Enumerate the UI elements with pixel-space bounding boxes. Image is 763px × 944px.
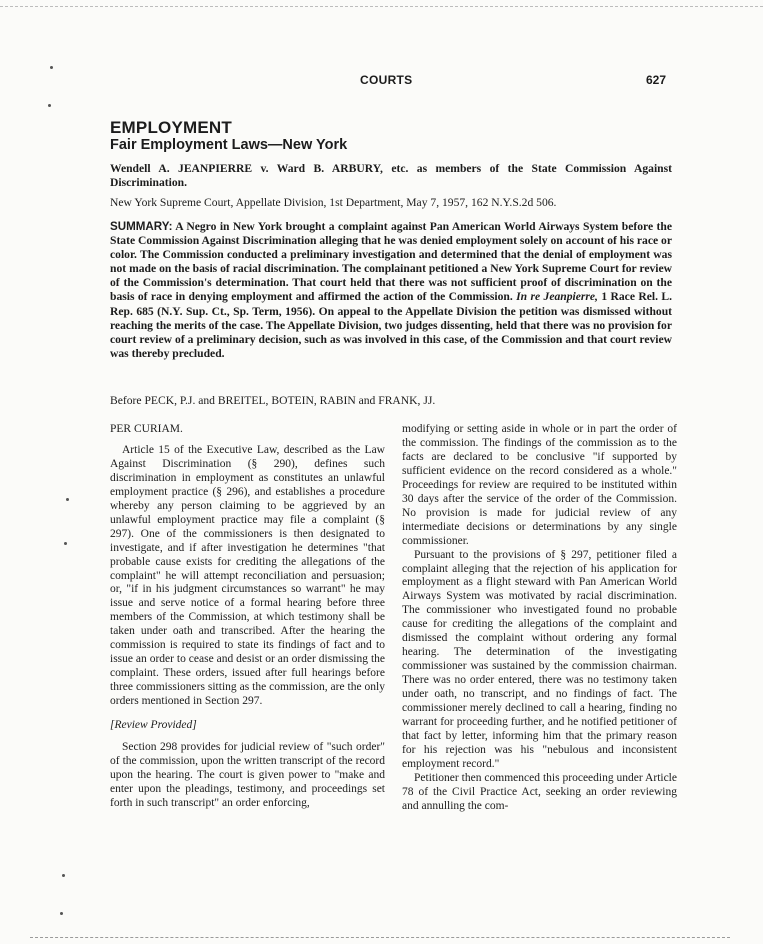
bench-line: Before PECK, P.J. and BREITEL, BOTEIN, RABIN and FRANK, JJ. (110, 394, 436, 407)
opinion-paragraph: modifying or setting aside in whole or in part the order of the commission. The findings of the commission as to the facts are declared to be conclusive "if supported by sufficient evidence on the record considered as a whole." Proceedings for review are required to be instituted within 30 days after the service of the order of the Commission. No provision is made for judicial review of any intermediate decisions or determinations by any single commissioner. (402, 423, 677, 547)
scan-speck (60, 912, 63, 915)
scan-speck (66, 498, 69, 501)
scan-speck (50, 66, 53, 69)
case-title: Wendell A. JEANPIERRE v. Ward B. ARBURY, etc. as members of the State Commission Against Discrimination. (110, 162, 672, 190)
case-summary (110, 220, 672, 361)
summary-text: A Negro in New York brought a complaint against Pan American World Airways System before the State Commission Against Discrimination alleging that he was denied employment solely on account of his race or color. The Commission conducted a preliminary investigation and determined that the denial of employment was not made on the basis of racial discrimination. The complainant petitioned a New York Supreme Court for review of the Commission's determination. That court held that there was not sufficient proof of discrimination on the basis of race in denying employment and affirmed the action of the Commission. (110, 220, 672, 304)
scan-speck (64, 542, 67, 545)
opinion-paragraph: Pursuant to the provisions of § 297, petitioner filed a complaint alleging that the rejection of his application for employment as a flight steward with Pan American World Airways System was motivated by racial discrimination. The commissioner who investigated found no probable cause for crediting the allegations of the complaint and dismissed the complaint without ordering any formal hearing. The determination of the investigating commissioner was sustained by the commission chairman. There was no order entered, there was no testimony taken under oath, no transcript, and no findings of fact. The commissioner merely declined to call a hearing, finding no warrant for proceeding further, and he notified petitioner of that fact by letter, informing him that the primary reason for his rejection was his "nebulous and inconsistent employment record." (402, 548, 677, 770)
case-citation: New York Supreme Court, Appellate Division, 1st Department, May 7, 1957, 162 N.Y.S.2d 506. (110, 196, 557, 209)
opinion-subheading: [Review Provided] (110, 719, 197, 732)
scan-speck (48, 104, 51, 107)
summary-case-cite: In re Jeanpierre, (516, 290, 598, 304)
page-number: 627 (646, 73, 667, 87)
opinion-column-left (110, 423, 385, 811)
summary-text-cont: 1 Race Rel. L. Rep. 685 (N.Y. Sup. Ct., Sp. Term, 1956). On appeal to the Appellate Division the petition was dismissed without reaching the merits of the case. The Appellate Division, two judges dissenting, held that there was no provision for court review of a preliminary decision, such as was involved in this case, of the Commission and that court review was thereby precluded. (110, 290, 672, 360)
section-heading: EMPLOYMENT (110, 118, 232, 137)
scan-speck (62, 874, 65, 877)
opinion-paragraph: Section 298 provides for judicial review of "such order" of the commission, upon the written transcript of the record upon the hearing. The court is given power to "make and enter upon the pleadings, testimony, and proceedings set forth in such transcript" an order enforcing, (110, 741, 385, 809)
top-edge-rule (0, 6, 763, 7)
summary-label: SUMMARY: (110, 220, 173, 233)
opinion-column-right (402, 423, 677, 814)
section-subheading: Fair Employment Laws—New York (110, 137, 348, 153)
opinion-paragraph: Article 15 of the Executive Law, described as the Law Against Discrimination (§ 290), defines such discrimination in employment as constitutes an unlawful employment practice (§ 296), and establishes a procedure whereby any person claiming to be aggrieved by an unlawful employment practice may file a complaint (§ 297). One of the commissioners is then designated to investigate, and if after investigation he determines "that probable cause exists for crediting the allegations of the complaint" he will attempt reconciliation and persuasion; or, "if in his judgment circumstances so warrant" he may issue and serve notice of a formal hearing before three members of the Commission, at which testimony shall be taken under oath and transcribed. After the hearing the commission is required to state its findings of fact and to issue an order to cease and desist or an order dismissing the complaint. These orders, issued after full hearings before three commissioners sitting as the commission, are the only orders mentioned in Section 297. (110, 443, 385, 708)
opinion-paragraph: Petitioner then commenced this proceeding under Article 78 of the Civil Practice Act, seeking an order reviewing and annulling the com- (402, 771, 677, 812)
running-head: COURTS (360, 73, 413, 87)
bottom-edge-rule (30, 937, 730, 938)
per-curiam-heading: PER CURIAM. (110, 423, 183, 435)
